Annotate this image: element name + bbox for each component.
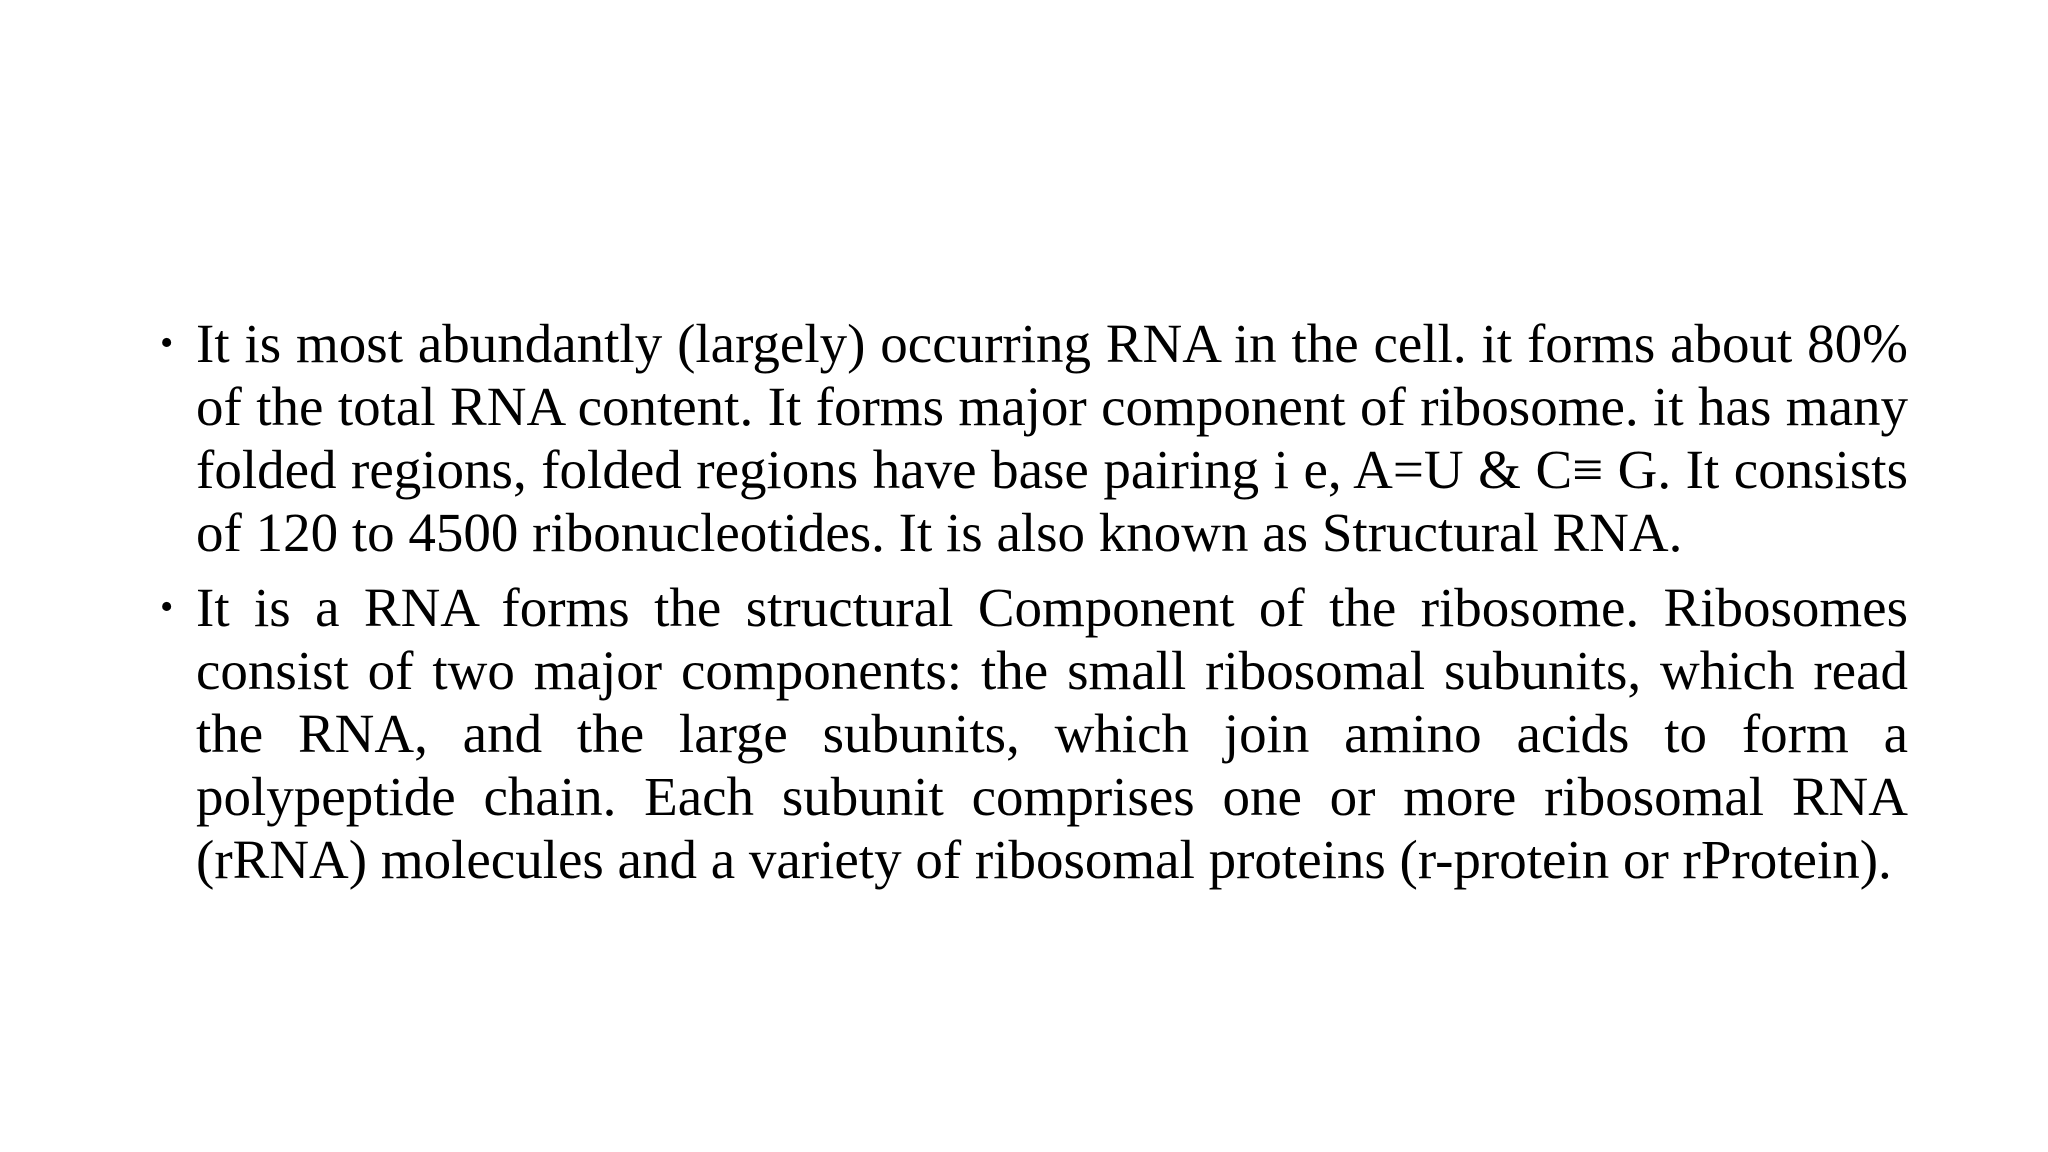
bullet-marker: • — [160, 322, 174, 364]
bullet-text: It is most abundantly (largely) occurring RNA in the cell. it forms about 80% of the total RNA content. It forms major component of ribosome. it has many folded regions, folded regions have base pairing i e, A=U & C≡ G. It consists of 120 to 4500 ribonucleotides. It is also known as Structural RNA. — [196, 313, 1908, 563]
bullet-item — [148, 576, 1908, 891]
bullet-item — [148, 312, 1908, 564]
bullet-marker: • — [160, 586, 174, 628]
bullet-text: It is a RNA forms the structural Component of the ribosome. Ribosomes consist of two major components: the small ribosomal subunits, which read the RNA, and the large subunits, which join amino acids to form a polypeptide chain. Each subunit comprises one or more ribosomal RNA (rRNA) molecules and a variety of ribosomal proteins (r-protein or rProtein). — [196, 577, 1908, 890]
bullet-list — [148, 312, 1908, 903]
